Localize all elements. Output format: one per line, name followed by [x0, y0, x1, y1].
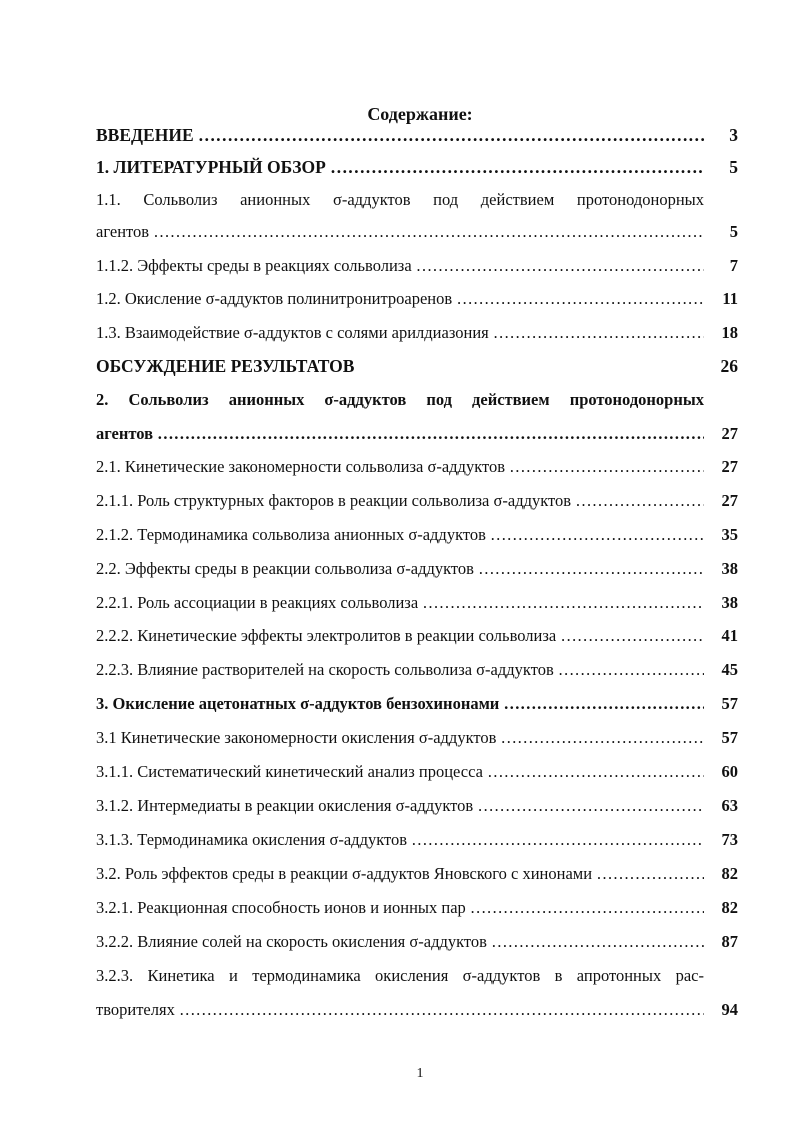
- toc-entry-page: 82: [721, 898, 738, 917]
- toc-entry-page: 57: [721, 694, 738, 713]
- toc-entry-page: 27: [721, 424, 738, 443]
- toc-entry-page: 26: [720, 356, 738, 376]
- toc-entry-page: 5: [729, 157, 738, 177]
- toc-entry-title: 2.2.3. Влияние растворителей на скорость сольволиза σ-аддуктов ……………………………………………………………………………………………………………………………………………………………: [96, 660, 704, 680]
- toc-entry-page: 63: [721, 796, 738, 815]
- toc-entry-page: 3: [729, 125, 738, 145]
- toc-entry-page: 73: [721, 830, 738, 849]
- toc-entry-title: 2.1.1. Роль структурных факторов в реакции сольволиза σ-аддуктов ……………………………………………………………………………………………………………………………………………………………: [96, 491, 704, 511]
- page-number: 1: [416, 1066, 424, 1081]
- toc-entry-page: 60: [721, 762, 738, 781]
- toc-entry-title: агентов ……………………………………………………………………………………………………………………………………………………………: [96, 424, 704, 444]
- toc-entry-page: 7: [729, 256, 738, 275]
- toc-entry-page: 57: [721, 728, 738, 747]
- toc-entry-title: 2.1.2. Термодинамика сольволиза анионных σ-аддуктов ……………………………………………………………………………………………………………………………………………………………: [96, 525, 704, 545]
- toc-entry-title: творителях ……………………………………………………………………………………………………………………………………………………………: [96, 1000, 704, 1020]
- toc-entry-line1: 1.1. Сольволиз анионных σ-аддуктов под действием протонодонорных: [96, 190, 704, 209]
- toc-entry-line1: 3.2.3. Кинетика и термодинамика окисления σ-аддуктов в апротонных рас-: [96, 966, 704, 985]
- toc-entry-title: агентов ……………………………………………………………………………………………………………………………………………………………: [96, 222, 704, 242]
- toc-entry-title: 3.2. Роль эффектов среды в реакции σ-аддуктов Яновского с хинонами ……………………………………………………………………………………………………………………………………………………………: [96, 864, 704, 884]
- toc-entry-page: 38: [721, 593, 738, 612]
- toc-entry-title: 3.1.3. Термодинамика окисления σ-аддуктов ……………………………………………………………………………………………………………………………………………………………: [96, 830, 704, 850]
- page-title: Содержание:: [367, 104, 473, 124]
- toc-entry-title: 2.2. Эффекты среды в реакции сольволиза σ-аддуктов ……………………………………………………………………………………………………………………………………………………………: [96, 559, 704, 579]
- toc-entry-page: 82: [721, 864, 738, 883]
- toc-entry-title: 3.1.2. Интермедиаты в реакции окисления σ-аддуктов ……………………………………………………………………………………………………………………………………………………………: [96, 796, 704, 816]
- toc-entry-page: 87: [721, 932, 738, 951]
- toc-entry-title: 2.1. Кинетические закономерности сольволиза σ-аддуктов ……………………………………………………………………………………………………………………………………………………………: [96, 457, 704, 477]
- toc-entry-title: ОБСУЖДЕНИЕ РЕЗУЛЬТАТОВ: [96, 356, 355, 376]
- toc-entry-title: 2.2.2. Кинетические эффекты электролитов в реакции сольволиза ……………………………………………………………………………………………………………………………………………………………: [96, 626, 704, 646]
- toc-entry-page: 11: [722, 289, 738, 308]
- toc-entry-title: 1.3. Взаимодействие σ-аддуктов с солями арилдиазония ……………………………………………………………………………………………………………………………………………………………: [96, 323, 704, 343]
- toc-entry-title: 3.1.1. Систематический кинетический анализ процесса ……………………………………………………………………………………………………………………………………………………………: [96, 762, 704, 782]
- toc-entry-page: 5: [729, 222, 738, 241]
- toc-entry-page: 27: [721, 491, 738, 510]
- toc-entry-page: 38: [721, 559, 738, 578]
- toc-entry-page: 94: [721, 1000, 738, 1019]
- toc-entry-title: 3. Окисление ацетонатных σ-аддуктов бензохинонами ……………………………………………………………………………………………………………………………………………………………: [96, 694, 704, 714]
- toc-entry-title: 3.2.1. Реакционная способность ионов и ионных пар ……………………………………………………………………………………………………………………………………………………………: [96, 898, 704, 918]
- toc-entry-title: 3.2.2. Влияние солей на скорость окисления σ-аддуктов ……………………………………………………………………………………………………………………………………………………………: [96, 932, 704, 952]
- toc-entry-title: ВВЕДЕНИЕ ……………………………………………………………………………………………………………………………………………………………: [96, 125, 704, 145]
- toc-entry-title: 3.1 Кинетические закономерности окисления σ-аддуктов ……………………………………………………………………………………………………………………………………………………………: [96, 728, 704, 748]
- toc-entry-title: 2.2.1. Роль ассоциации в реакциях сольволиза ……………………………………………………………………………………………………………………………………………………………: [96, 593, 704, 613]
- toc-entry-line1: 2. Сольволиз анионных σ-аддуктов под действием протонодонорных: [96, 390, 704, 409]
- toc-entry-page: 27: [721, 457, 738, 476]
- toc-entry-title: 1. ЛИТЕРАТУРНЫЙ ОБЗОР ……………………………………………………………………………………………………………………………………………………………: [96, 157, 704, 177]
- toc-entry-title: 1.2. Окисление σ-аддуктов полинитронитроаренов ……………………………………………………………………………………………………………………………………………………………: [96, 289, 704, 309]
- toc-entry-page: 35: [721, 525, 738, 544]
- toc-entry-page: 45: [721, 660, 738, 679]
- toc-entry-page: 18: [721, 323, 738, 342]
- toc-entry-title: 1.1.2. Эффекты среды в реакциях сольволиза ……………………………………………………………………………………………………………………………………………………………: [96, 256, 704, 276]
- toc-entry-page: 41: [721, 626, 738, 645]
